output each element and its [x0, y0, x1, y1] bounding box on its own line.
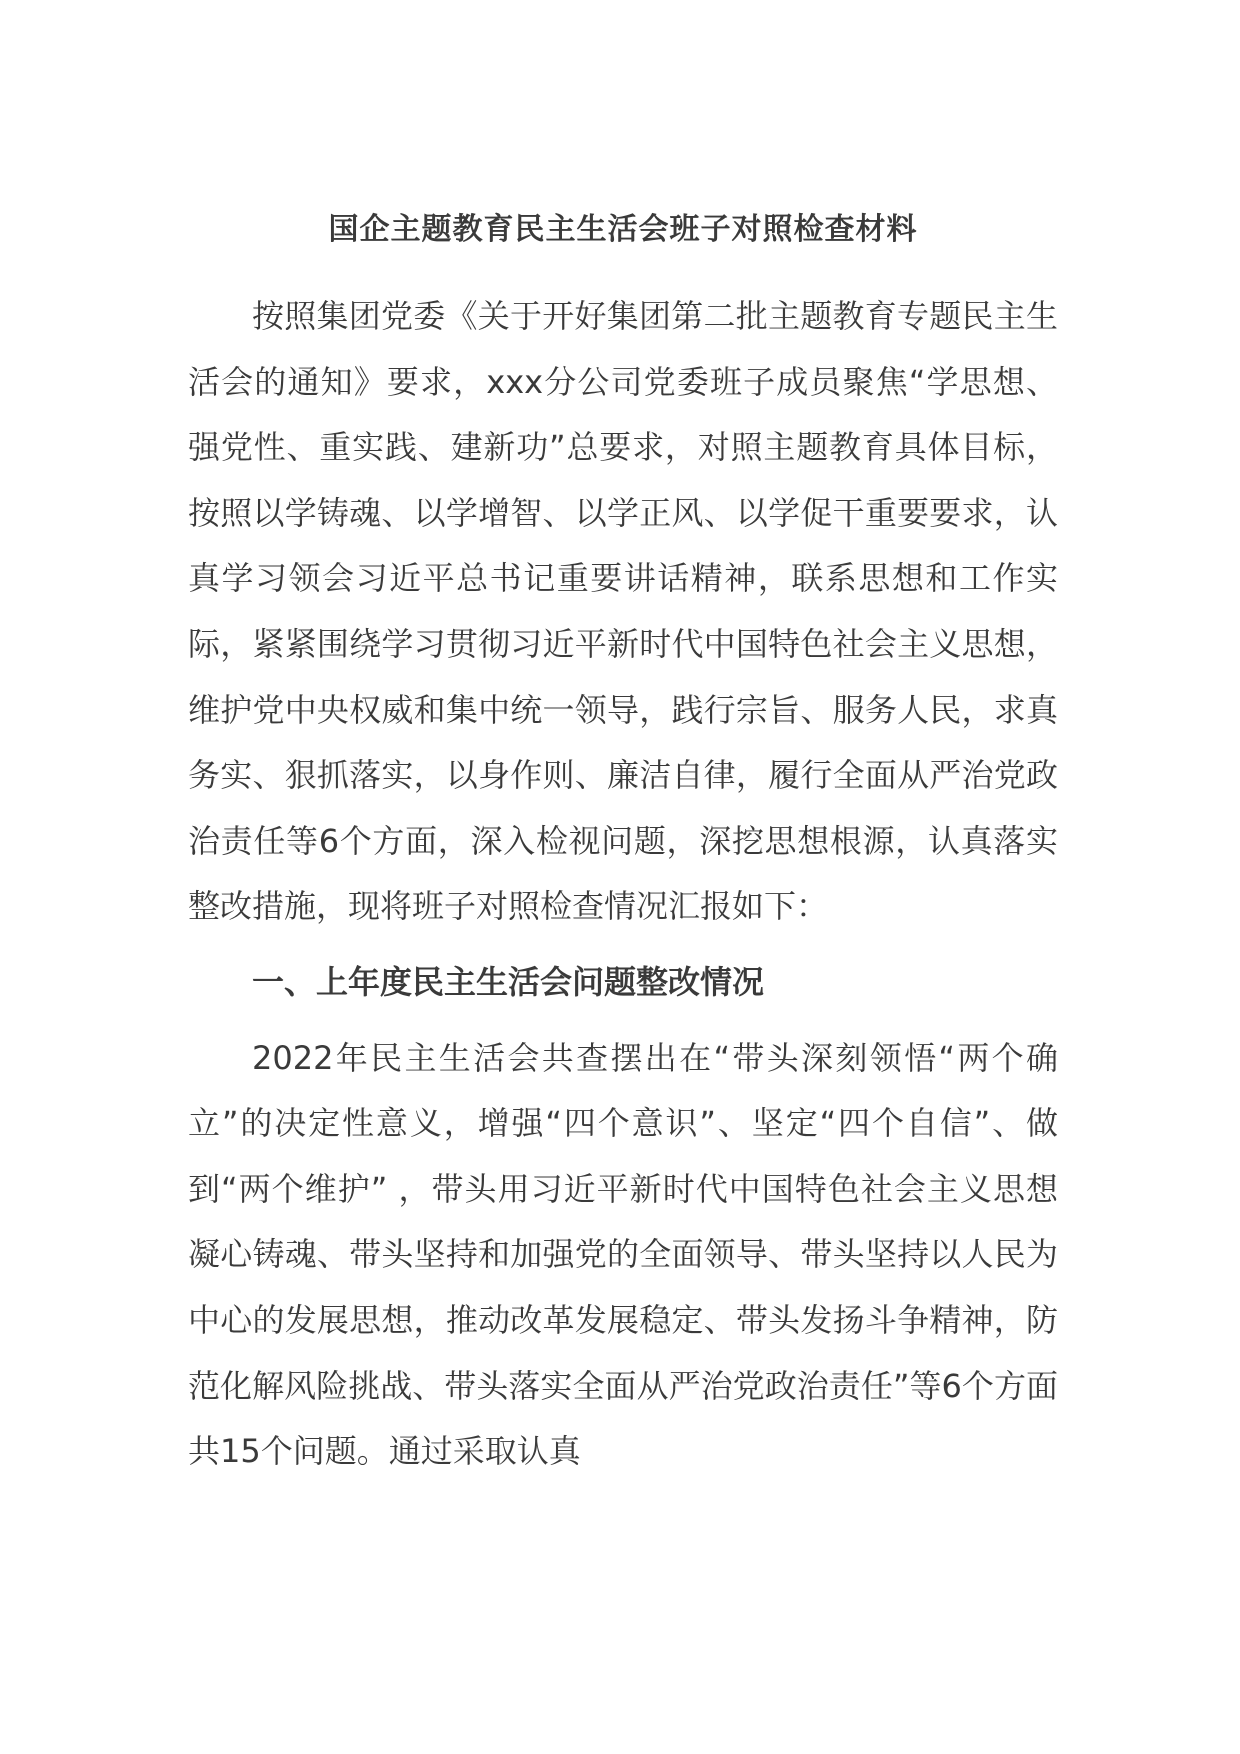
document-body — [188, 200, 1058, 1485]
intro-paragraph: 按照集团党委《关于开好集团第二批主题教育专题民主生活会的通知》要求，xxx分公司党委班子成员聚焦“学思想、强党性、重实践、建新功”总要求，对照主题教育具体目标，按照以学铸魂、以学增智、以学正风、以学促干重要要求，认真学习领会习近平总书记重要讲话精神，联系思想和工作实际，紧紧围绕学习贯彻习近平新时代中国特色社会主义思想，维护党中央权威和集中统一领导，践行宗旨、服务人民，求真务实、狠抓落实，以身作则、廉洁自律，履行全面从严治党政治责任等6个方面，深入检视问题，深挖思想根源，认真落实整改措施，现将班子对照检查情况汇报如下： — [188, 297, 1058, 926]
section-heading: 一、上年度民主生活会问题整改情况 — [252, 962, 765, 1001]
section-paragraph: 2022年民主生活会共查摆出在“带头深刻领悟“两个确立”的决定性意义，增强“四个意识”、坚定“四个自信”、做到“两个维护” ，带头用习近平新时代中国特色社会主义思想凝心铸魂、带头坚持和加强党的全面领导、带头坚持以人民为中心的发展思想，推动改革发展稳定、带头发扬斗争精神，防范化解风险挑战、带头落实全面从严治党政治责任”等6个方面共15个问题。通过采取认真 — [188, 1038, 1058, 1471]
document-title: 国企主题教育民主生活会班子对照检查材料 — [328, 212, 918, 247]
